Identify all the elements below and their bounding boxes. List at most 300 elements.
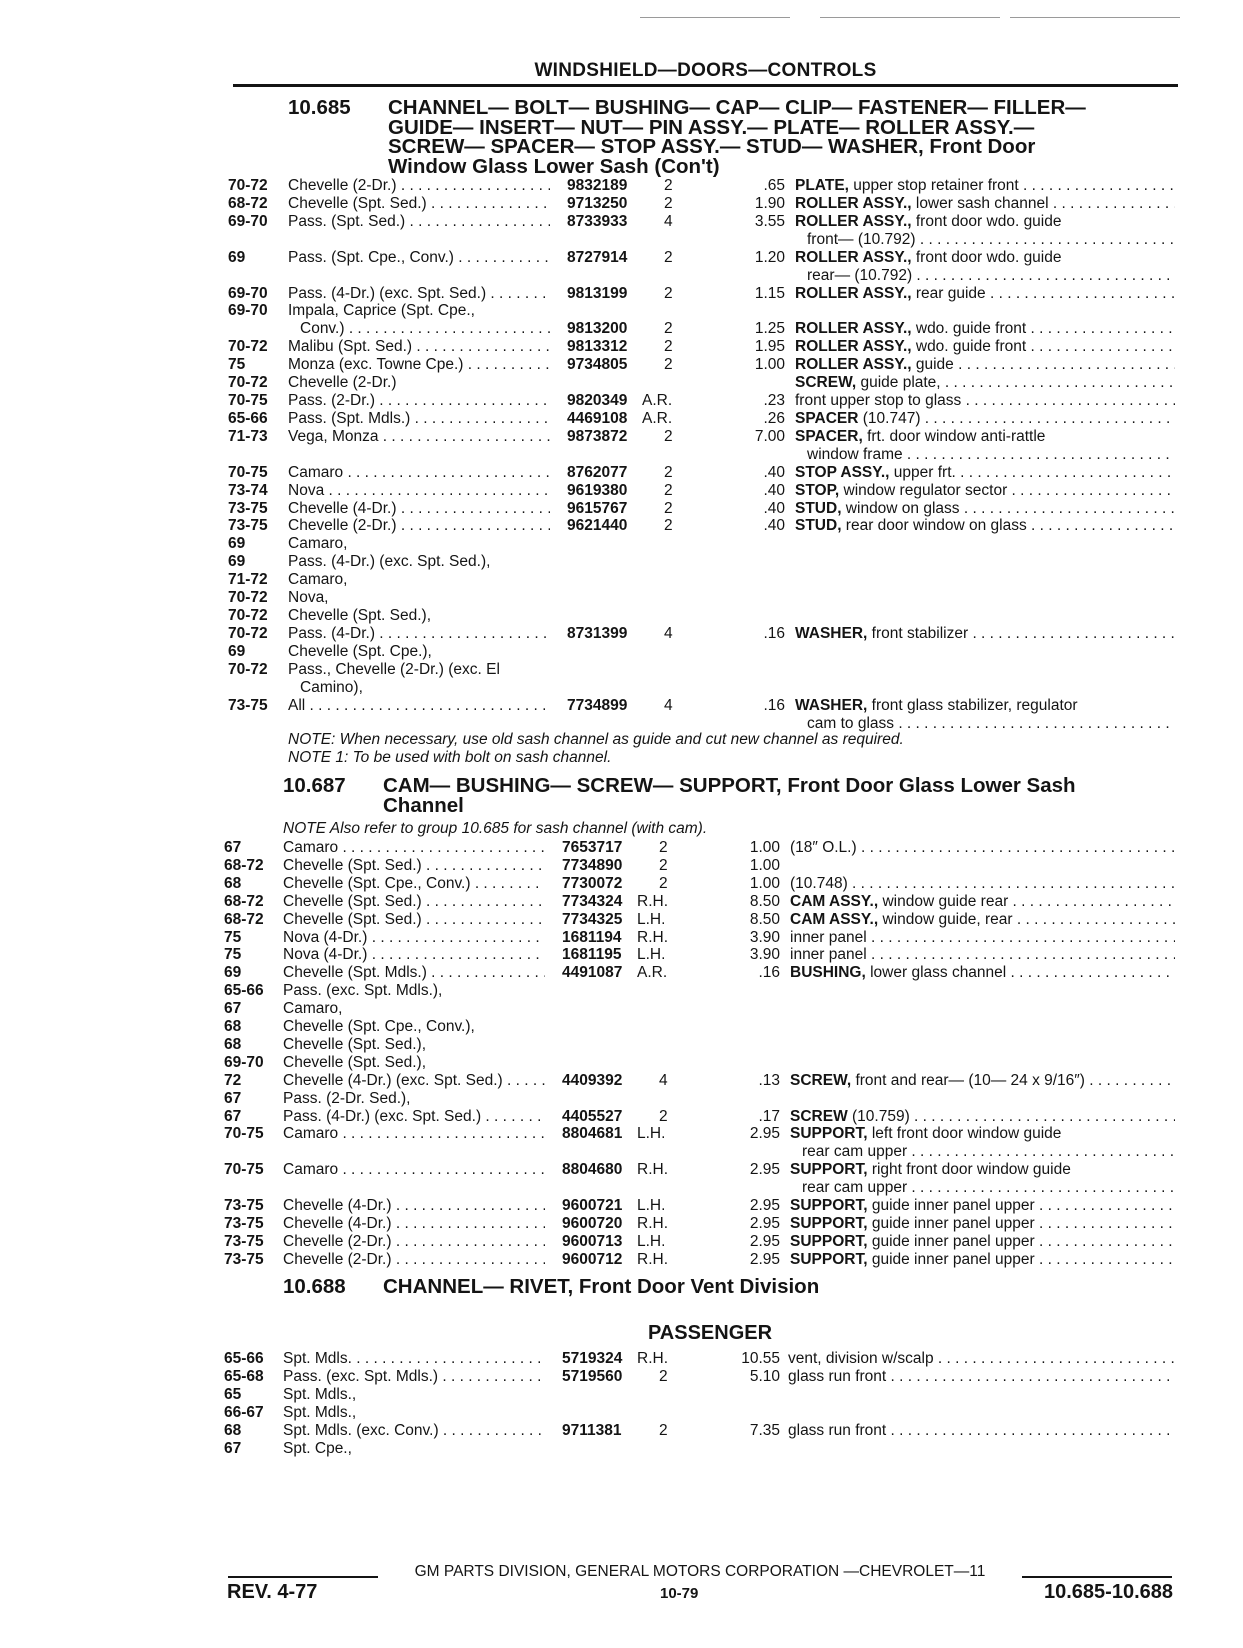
section-number: 10.688 (283, 1275, 346, 1298)
part-description (790, 874, 1175, 893)
parts-table-row (0, 337, 1243, 356)
part-description-continued: front— (10.792) . . . (807, 230, 1175, 249)
part-description (790, 1232, 1175, 1251)
model-years: 73-75 (224, 1250, 264, 1268)
model-description: Chevelle (Spt. Sed.) . . . (283, 910, 545, 929)
part-name: CAM ASSY., (790, 892, 879, 910)
part-number: 7734890 (562, 856, 623, 874)
parts-table-row-continued (0, 714, 1243, 733)
part-name: ROLLER ASSY., (795, 284, 912, 302)
list-price: 1.25 (754, 320, 785, 338)
list-price: 7.00 (754, 427, 785, 445)
model-description: Chevelle (2-Dr.) . . . (288, 516, 550, 535)
part-description (795, 284, 1175, 303)
part-description (790, 1214, 1175, 1233)
model-description: Nova, (288, 589, 329, 607)
parts-table-row (0, 1196, 1243, 1215)
parts-table-row (0, 1124, 1243, 1143)
model-years: 70-75 (228, 392, 268, 410)
part-name: STUD, (795, 517, 842, 535)
model-description: Spt. Mdls. . . . (283, 1349, 545, 1368)
list-price: 8.50 (749, 892, 780, 910)
quantity: 2 (664, 499, 673, 517)
quantity: R.H. (637, 1161, 668, 1179)
model-description: Chevelle (Spt. Sed.) . . . (288, 194, 550, 213)
model-years: 69 (228, 535, 246, 553)
part-detail: rear guide (911, 284, 986, 302)
part-name: WASHER, (795, 696, 868, 714)
part-number: 8804681 (562, 1125, 623, 1143)
section-heading (283, 776, 1180, 815)
model-description: Chevelle (4-Dr.) . . . (283, 1196, 545, 1215)
model-description: Chevelle (4-Dr.) . . . (288, 499, 550, 518)
part-description (795, 499, 1175, 518)
model-description: Pass. (2-Dr. Sed.), (283, 1089, 411, 1107)
part-number: 1681194 (562, 928, 622, 946)
model-years: 73-75 (224, 1197, 264, 1214)
model-years: 70-72 (228, 625, 268, 642)
parts-table-row (0, 588, 1243, 607)
part-number: 9820349 (567, 392, 628, 410)
model-years: 70-72 (228, 177, 268, 194)
part-detail: guide inner panel upper (867, 1214, 1035, 1232)
parts-table-row (0, 1214, 1243, 1233)
parts-table-row (0, 1089, 1243, 1108)
model-years: 75 (224, 946, 242, 964)
parts-table-row (0, 1053, 1243, 1072)
model-description: Spt. Mdls., (283, 1403, 357, 1421)
quantity: 2 (659, 1367, 668, 1385)
model-description: Camaro . . . (283, 1124, 545, 1143)
part-description (790, 963, 1175, 982)
part-name: ROLLER ASSY., (795, 320, 912, 338)
parts-table-row (0, 1250, 1243, 1269)
model-years: 69-70 (224, 1053, 264, 1071)
model-years: 73-74 (228, 481, 268, 499)
model-years: 70-72 (228, 660, 268, 678)
part-description (788, 1421, 1175, 1440)
part-detail: frt. door window anti-rattle (862, 427, 1046, 445)
part-description (790, 1124, 1175, 1143)
model-description: Camaro . . . (283, 1160, 545, 1179)
model-years: 68 (224, 1035, 242, 1053)
part-name: STOP ASSY., (795, 463, 890, 481)
list-price: 1.20 (754, 248, 785, 266)
model-description: Pass. (4-Dr.) . . . (288, 624, 550, 643)
part-number: 5719324 (562, 1350, 623, 1367)
section-subheading: PASSENGER (647, 1322, 773, 1344)
part-number: 9873872 (567, 427, 628, 445)
list-price: 2.95 (749, 1125, 780, 1143)
model-years: 65-66 (224, 982, 264, 1000)
model-description: Monza (exc. Towne Cpe.) . . . (288, 355, 550, 374)
page-header: WINDSHIELD—DOORS—CONTROLS (534, 60, 877, 81)
part-detail: guide (911, 356, 954, 374)
part-description (795, 355, 1175, 374)
parts-table-row (0, 1160, 1243, 1179)
model-description: Spt. Mdls. (exc. Conv.) . . . (283, 1421, 545, 1440)
part-detail: front stabilizer (867, 625, 969, 642)
quantity: L.H. (637, 1232, 666, 1250)
part-description (790, 1250, 1175, 1269)
part-number: 9621440 (567, 517, 628, 535)
parts-table-row (0, 838, 1243, 857)
section-number: 10.687 (283, 774, 346, 797)
quantity: A.R. (637, 964, 668, 982)
model-years: 68-72 (224, 910, 264, 928)
part-number: 8733933 (567, 212, 628, 230)
part-description (790, 1160, 1175, 1179)
list-price: 7.35 (749, 1421, 780, 1439)
model-description: Camino), (300, 678, 363, 696)
model-description: Chevelle (Spt. Cpe.), (288, 642, 432, 660)
quantity: L.H. (637, 910, 666, 928)
part-name: ROLLER ASSY., (795, 356, 912, 374)
quantity: 2 (664, 284, 673, 302)
part-name: SPACER, (795, 427, 863, 445)
parts-table-row (0, 1403, 1243, 1422)
model-years: 70-75 (224, 1125, 264, 1143)
scan-artifact-line (640, 17, 790, 18)
quantity: R.H. (637, 1214, 668, 1232)
section-heading (283, 1277, 1180, 1297)
part-description (790, 892, 1175, 911)
part-detail: window regulator sector (839, 481, 1008, 499)
model-description: Pass. (2-Dr.) . . . (288, 391, 550, 410)
quantity: 2 (664, 248, 673, 266)
part-number: 7734324 (562, 892, 623, 910)
model-years: 72 (224, 1071, 242, 1089)
list-price: .40 (763, 517, 785, 535)
list-price: 2.95 (749, 1214, 780, 1232)
parts-table-row (0, 999, 1243, 1018)
part-description (790, 945, 1175, 964)
part-name: SCREW (790, 1107, 848, 1125)
part-description (795, 248, 1175, 267)
section-note: NOTE Also refer to group 10.685 for sash channel (with cam). (283, 820, 708, 837)
parts-table-row-continued (0, 1142, 1243, 1161)
footer-page-number: 10-79 (660, 1585, 699, 1602)
model-description: Chevelle (Spt. Sed.) . . . (283, 892, 545, 911)
model-years: 67 (224, 1089, 242, 1107)
model-years: 69-70 (228, 212, 268, 230)
quantity: 2 (659, 839, 668, 856)
part-detail: (10.747) (858, 409, 921, 427)
part-number: 4409392 (562, 1071, 623, 1089)
parts-table-row (0, 284, 1243, 303)
quantity: 2 (664, 517, 673, 535)
part-name: BUSHING, (790, 964, 866, 982)
quantity: 2 (664, 356, 673, 374)
part-detail: window on glass (841, 499, 960, 517)
model-description: Chevelle (2-Dr.) . . . (288, 176, 550, 195)
part-number: 4405527 (562, 1107, 623, 1125)
parts-table-row (0, 696, 1243, 715)
list-price: 1.00 (749, 874, 780, 892)
part-number: 9600721 (562, 1197, 623, 1214)
part-number: 9711381 (562, 1421, 622, 1439)
part-detail: guide inner panel upper (867, 1197, 1035, 1214)
model-description: Spt. Mdls., (283, 1385, 357, 1403)
part-detail: guide plate, (856, 374, 941, 392)
part-number: 7653717 (562, 839, 623, 856)
list-price: .23 (763, 392, 785, 410)
part-name: CAM ASSY., (790, 910, 879, 928)
footer-revision: REV. 4-77 (227, 1581, 318, 1603)
section-note: NOTE: When necessary, use old sash channel as guide and cut new channel as required. (288, 731, 904, 748)
section-note: NOTE 1: To be used with bolt on sash channel. (288, 749, 612, 766)
parts-table-row (0, 1421, 1243, 1440)
list-price: 10.55 (741, 1350, 780, 1367)
quantity: A.R. (642, 409, 673, 427)
part-detail: guide inner panel upper (867, 1250, 1035, 1268)
quantity: R.H. (637, 928, 668, 946)
part-description (795, 391, 1175, 410)
quantity: 4 (664, 212, 673, 230)
model-description: Malibu (Spt. Sed.) . . . (288, 337, 550, 356)
model-description: Chevelle (Spt. Cpe., Conv.), (283, 1018, 475, 1035)
section-heading (288, 98, 1180, 176)
model-description: Chevelle (Spt. Sed.), (283, 1035, 427, 1053)
part-number: 9615767 (567, 499, 628, 517)
part-number: 7730072 (562, 874, 623, 892)
model-years: 66-67 (224, 1403, 264, 1421)
model-years: 73-75 (228, 517, 268, 535)
model-years: 67 (224, 1107, 242, 1125)
list-price: .40 (763, 463, 785, 481)
part-number: 7734899 (567, 696, 628, 714)
quantity: 4 (664, 696, 673, 714)
list-price: .17 (758, 1107, 780, 1125)
parts-table-row (0, 981, 1243, 1000)
parts-table-row (0, 248, 1243, 267)
model-years: 73-75 (224, 1214, 264, 1232)
part-number: 9832189 (567, 177, 628, 194)
model-description: Camaro . . . (283, 838, 545, 857)
list-price: .65 (763, 177, 785, 194)
part-name: WASHER, (795, 625, 868, 642)
model-years: 67 (224, 1439, 242, 1457)
part-description (795, 212, 1175, 231)
list-price: 1.95 (754, 338, 785, 356)
part-description (795, 409, 1175, 428)
model-description: Chevelle (2-Dr.) . . . (283, 1232, 545, 1251)
model-description: Pass. (Spt. Cpe., Conv.) . . . (288, 248, 550, 267)
model-description: Pass., Chevelle (2-Dr.) (exc. El (288, 660, 500, 678)
parts-table-row (0, 910, 1243, 929)
list-price: .16 (763, 625, 785, 642)
part-name: ROLLER ASSY., (795, 194, 912, 212)
parts-table-row (0, 1367, 1243, 1386)
part-detail: window guide, rear (878, 910, 1013, 928)
parts-table-row (0, 176, 1243, 195)
model-description: Chevelle (2-Dr.) . . . (283, 1250, 545, 1269)
list-price: 3.55 (754, 212, 785, 230)
part-number: 1681195 (562, 946, 622, 964)
quantity: 2 (659, 1107, 668, 1125)
list-price: 8.50 (749, 910, 780, 928)
model-years: 75 (228, 356, 246, 374)
part-description (788, 1349, 1175, 1368)
part-detail: upper stop retainer front (848, 177, 1019, 194)
part-number: 9713250 (567, 194, 628, 212)
model-description: Pass. (4-Dr.) (exc. Spt. Sed.), (288, 553, 491, 571)
list-price: 2.95 (749, 1197, 780, 1214)
footer-rule-left (228, 1576, 378, 1578)
part-number: 5719560 (562, 1367, 623, 1385)
parts-table-row (0, 516, 1243, 535)
model-description: Pass. (exc. Spt. Mdls.) . . . (283, 1367, 545, 1386)
model-description: Spt. Cpe., (283, 1439, 352, 1457)
part-description (788, 1367, 1175, 1386)
model-years: 73-75 (224, 1232, 264, 1250)
header-rule (233, 84, 1178, 87)
model-years: 68-72 (224, 856, 264, 874)
model-years: 69-70 (228, 284, 268, 302)
parts-table-row (0, 963, 1243, 982)
scan-artifact-line (1010, 17, 1180, 18)
part-description (795, 481, 1175, 500)
parts-table-row (0, 892, 1243, 911)
part-description (790, 910, 1175, 929)
model-years: 71-72 (228, 571, 268, 589)
part-number: 9813200 (567, 320, 628, 338)
part-name: SPACER (795, 409, 859, 427)
parts-table-row (0, 427, 1243, 446)
quantity: 2 (664, 320, 673, 338)
parts-table-row (0, 355, 1243, 374)
parts-table-row-continued (0, 445, 1243, 464)
part-description (790, 1107, 1175, 1126)
part-description-continued: rear cam upper . . . (802, 1178, 1175, 1197)
list-price: .16 (763, 696, 785, 714)
quantity: L.H. (637, 946, 666, 964)
model-years: 68-72 (228, 194, 268, 212)
model-description: Impala, Caprice (Spt. Cpe., (288, 302, 475, 320)
part-detail: guide inner panel upper (867, 1232, 1035, 1250)
model-description: Pass. (Spt. Mdls.) . . . (288, 409, 550, 428)
part-number: 8762077 (567, 463, 628, 481)
model-years: 75 (224, 928, 242, 946)
part-description (795, 624, 1175, 643)
model-years: 69 (228, 248, 246, 266)
quantity: 2 (659, 1421, 668, 1439)
part-name: ROLLER ASSY., (795, 248, 912, 266)
list-price: 3.90 (749, 928, 780, 946)
parts-table-row (0, 212, 1243, 231)
parts-table-row-continued (0, 230, 1243, 249)
part-detail: lower sash channel (911, 194, 1049, 212)
quantity: 4 (664, 625, 673, 642)
list-price: .26 (763, 409, 785, 427)
parts-table-row (0, 1035, 1243, 1054)
model-years: 70-72 (228, 374, 268, 392)
model-years: 69 (228, 642, 246, 660)
parts-table-row (0, 856, 1243, 875)
parts-table-row (0, 606, 1243, 625)
quantity: L.H. (637, 1197, 666, 1214)
part-name: SUPPORT, (790, 1232, 868, 1250)
part-number: 9600713 (562, 1232, 623, 1250)
quantity: R.H. (637, 1350, 668, 1367)
model-years: 71-73 (228, 427, 268, 445)
parts-table-row (0, 945, 1243, 964)
model-years: 68 (224, 874, 242, 892)
list-price: 1.00 (749, 839, 780, 856)
part-detail: inner panel (790, 928, 867, 946)
footer-rule-right (1022, 1576, 1172, 1578)
part-detail: front glass stabilizer, regulator (867, 696, 1078, 714)
parts-table-row (0, 660, 1243, 679)
parts-table-row (0, 552, 1243, 571)
model-description: Pass. (Spt. Sed.) . . . (288, 212, 550, 231)
model-description: Nova (4-Dr.) . . . (283, 945, 545, 964)
list-price: .40 (763, 499, 785, 517)
part-detail: vent, division w/scalp (788, 1350, 934, 1367)
part-number: 9600720 (562, 1214, 623, 1232)
part-description (795, 319, 1175, 338)
part-description (795, 427, 1175, 446)
part-number: 7734325 (562, 910, 623, 928)
part-name: SCREW, (790, 1071, 852, 1089)
parts-table-row (0, 1439, 1243, 1458)
part-number: 9734805 (567, 356, 628, 374)
part-number: 8731399 (567, 625, 628, 642)
model-years: 73-75 (228, 499, 268, 517)
model-years: 68 (224, 1421, 242, 1439)
quantity: 4 (659, 1071, 668, 1089)
part-number: 9600712 (562, 1250, 623, 1268)
part-description (795, 176, 1175, 195)
part-detail: window guide rear (878, 892, 1009, 910)
quantity: R.H. (637, 1250, 668, 1268)
part-description (790, 1196, 1175, 1215)
model-description: Vega, Monza . . . (288, 427, 550, 446)
part-detail: front upper stop to glass (795, 392, 962, 410)
list-price: .16 (758, 964, 780, 982)
part-detail: front and rear— (10— 24 x 9/16″) (851, 1071, 1085, 1089)
part-detail: glass run front (788, 1421, 887, 1439)
model-description: Camaro, (283, 1000, 343, 1018)
part-description-continued: rear— (10.792) . . . (807, 266, 1175, 285)
part-description (790, 928, 1175, 947)
section-title: CHANNEL— RIVET, Front Door Vent Division (383, 1275, 820, 1298)
quantity: A.R. (642, 392, 673, 410)
list-price: 5.10 (749, 1367, 780, 1385)
model-description: Pass. (exc. Spt. Mdls.), (283, 982, 443, 1000)
section-number: 10.685 (288, 96, 351, 119)
part-name: SUPPORT, (790, 1250, 868, 1268)
model-description: Chevelle (2-Dr.) (288, 374, 397, 392)
part-detail: right front door window guide (867, 1161, 1071, 1179)
model-years: 68 (224, 1018, 242, 1035)
parts-table-row (0, 463, 1243, 482)
part-detail: front door wdo. guide (911, 248, 1062, 266)
parts-table-row (0, 1107, 1243, 1126)
part-name: ROLLER ASSY., (795, 338, 912, 356)
parts-table-row (0, 534, 1243, 553)
part-name: STOP, (795, 481, 840, 499)
part-description-continued: cam to glass . . . (807, 714, 1175, 733)
parts-table-row (0, 642, 1243, 661)
parts-table-row (0, 928, 1243, 947)
part-detail: wdo. guide front (911, 320, 1027, 338)
part-number: 8804680 (562, 1161, 623, 1179)
part-number: 4469108 (567, 409, 628, 427)
parts-table-row (0, 624, 1243, 643)
part-name: PLATE, (795, 177, 849, 194)
list-price: 2.95 (749, 1250, 780, 1268)
